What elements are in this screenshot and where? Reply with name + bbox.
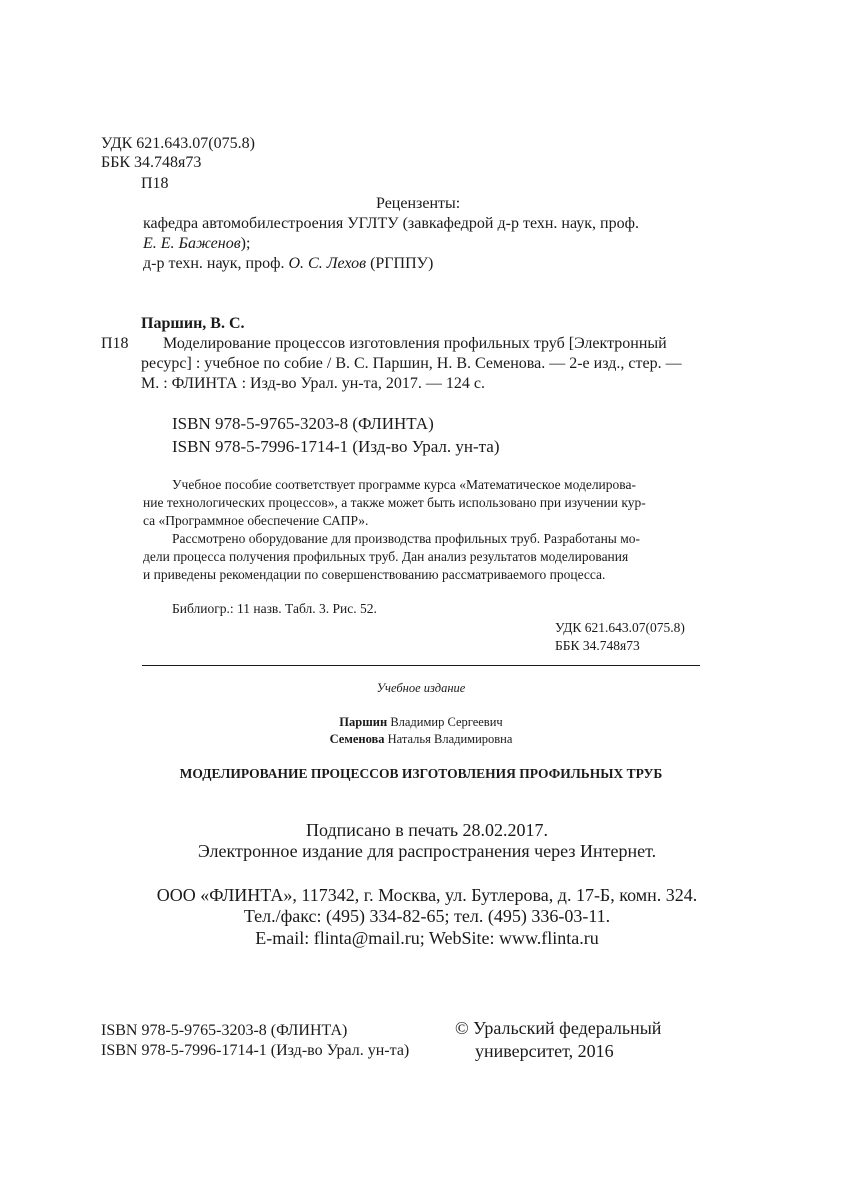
author-1-firstname: Владимир Сергеевич xyxy=(387,715,503,729)
annotation-bbk: ББК 34.748я73 xyxy=(555,638,640,653)
annotation-p1-line3: са «Программное обеспечение САПР». xyxy=(143,513,369,528)
reviewer-name-2: О. С. Лехов xyxy=(288,255,367,272)
publisher-contacts: E-mail: flinta@mail.ru; WebSite: www.flinta.ru xyxy=(255,928,599,948)
annotation-p2-line1: Рассмотрено оборудование для производства профильных труб. Разработаны мо- xyxy=(172,531,641,546)
copyright-line-1: © Уральский федеральный xyxy=(455,1018,662,1038)
footer-isbn-1: ISBN 978-5-9765-3203-8 (ФЛИНТА) xyxy=(101,1022,348,1039)
footer-isbn-2: ISBN 978-5-7996-1714-1 (Изд-во Урал. ун-та) xyxy=(101,1042,410,1059)
annotation-p2-line2: дели процесса получения профильных труб. Дан анализ результатов моделирования xyxy=(143,549,629,564)
author-1-lastname: Паршин xyxy=(339,715,388,729)
author-2-firstname: Наталья Владимировна xyxy=(384,732,513,746)
divider-line xyxy=(142,665,700,666)
annotation-p1-line1: Учебное пособие соответствует программе курса «Математическое моделирова- xyxy=(172,477,636,492)
reviewers-heading: Рецензенты: xyxy=(376,195,461,212)
electronic-note: Электронное издание для распространения через Интернет. xyxy=(197,841,657,861)
reviewers-line-3-head: д-р техн. наук, проф. xyxy=(143,255,289,272)
publisher-address: ООО «ФЛИНТА», 117342, г. Москва, ул. Бутлерова, д. 17-Б, комн. 324. xyxy=(156,885,698,905)
udk-code: УДК 621.643.07(075.8) xyxy=(101,135,255,152)
catalog-line-2: ресурс] : учебное по собие / В. С. Паршин, Н. В. Семенова. — 2-е изд., стер. — xyxy=(141,355,682,372)
catalog-line-3: М. : ФЛИНТА : Изд-во Урал. ун-та, 2017. — 124 с. xyxy=(141,375,485,392)
annotation-p1-line2: ние технологических процессов», а также может быть использовано при изучении кур- xyxy=(143,495,646,510)
bbk-code: ББК 34.748я73 xyxy=(101,154,202,171)
bibliography-note: Библиогр.: 11 назв. Табл. 3. Рис. 52. xyxy=(172,601,377,616)
catalog-author: Паршин, В. С. xyxy=(141,315,245,332)
catalog-isbn-2: ISBN 978-5-7996-1714-1 (Изд-во Урал. ун-та) xyxy=(172,437,500,456)
author-2 xyxy=(142,731,700,747)
author-mark: П18 xyxy=(141,175,169,192)
publisher-phone: Тел./факс: (495) 334-82-65; тел. (495) 336-03-11. xyxy=(243,906,611,926)
author-1 xyxy=(142,714,700,730)
author-2-lastname: Семенова xyxy=(329,732,385,746)
catalog-isbn-1: ISBN 978-5-9765-3203-8 (ФЛИНТА) xyxy=(172,414,434,433)
edition-type: Учебное издание xyxy=(376,681,466,695)
copyright-line-2: университет, 2016 xyxy=(475,1041,614,1061)
reviewers-line-3-tail: (РГППУ) xyxy=(366,255,434,272)
reviewers-line-1: кафедра автомобилестроения УГЛТУ (завкафедрой д-р техн. наук, проф. xyxy=(143,215,639,232)
catalog-mark: П18 xyxy=(101,335,129,352)
catalog-line-1: Моделирование процессов изготовления профильных труб [Электронный xyxy=(163,335,667,352)
reviewer-name-1: Е. Е. Баженов xyxy=(143,235,241,252)
book-title: МОДЕЛИРОВАНИЕ ПРОЦЕССОВ ИЗГОТОВЛЕНИЯ ПРОФИЛЬНЫХ ТРУБ xyxy=(179,766,663,781)
annotation-udk: УДК 621.643.07(075.8) xyxy=(555,620,685,635)
reviewers-line-3 xyxy=(143,254,433,274)
annotation-p2-line3: и приведены рекомендации по совершенствованию рассматриваемого процесса. xyxy=(143,567,606,582)
reviewers-line-2 xyxy=(143,234,250,254)
reviewers-line-2-tail: ); xyxy=(240,235,251,252)
signed-date: Подписано в печать 28.02.2017. xyxy=(305,820,549,840)
